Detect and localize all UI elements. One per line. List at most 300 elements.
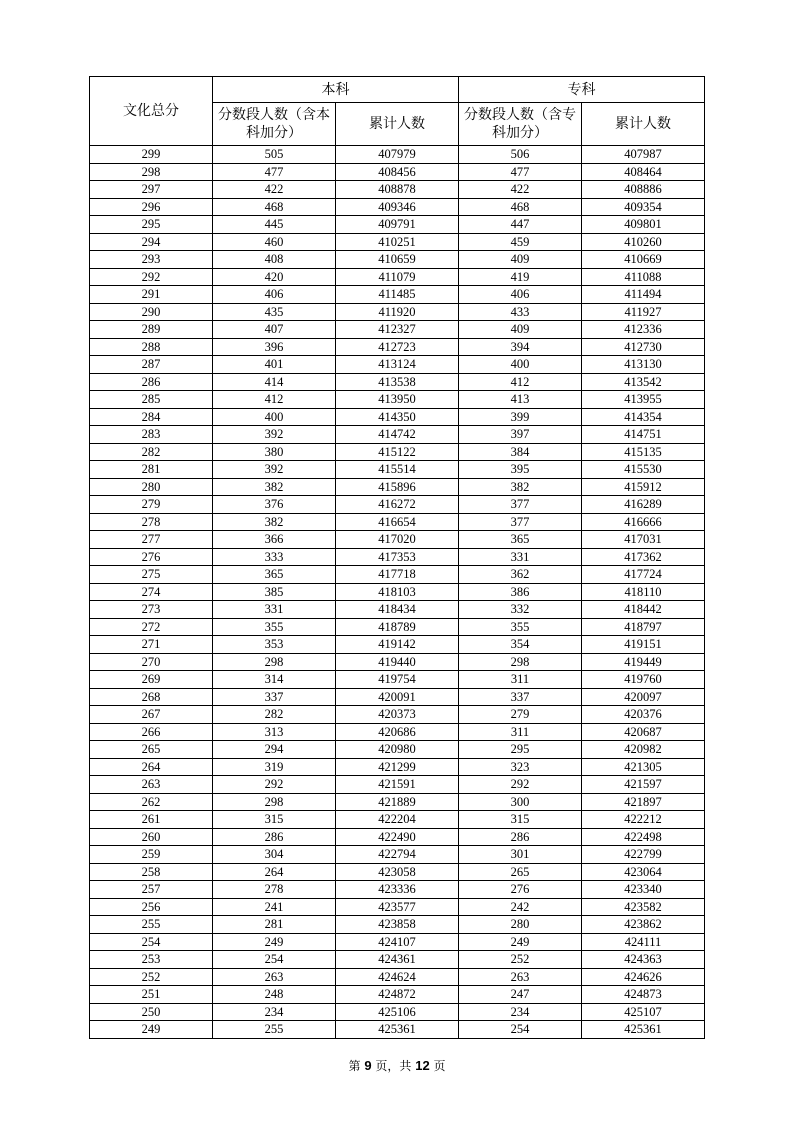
zhuanke-segment-cell: 280 xyxy=(459,916,582,934)
benke-cumulative-cell: 420091 xyxy=(336,688,459,706)
zhuanke-cumulative-cell: 422498 xyxy=(582,828,705,846)
zhuanke-cumulative-cell: 418442 xyxy=(582,601,705,619)
benke-cumulative-cell: 424107 xyxy=(336,933,459,951)
benke-segment-cell: 337 xyxy=(213,688,336,706)
table-row xyxy=(90,496,705,514)
benke-cumulative-cell: 422204 xyxy=(336,811,459,829)
table-row xyxy=(90,688,705,706)
score-cell: 252 xyxy=(90,968,213,986)
zhuanke-segment-cell: 399 xyxy=(459,408,582,426)
zhuanke-segment-cell: 409 xyxy=(459,321,582,339)
score-column-header: 文化总分 xyxy=(90,77,213,146)
table-row xyxy=(90,356,705,374)
table-row xyxy=(90,986,705,1004)
score-cell: 251 xyxy=(90,986,213,1004)
benke-cumulative-cell: 409346 xyxy=(336,198,459,216)
zhuanke-cumulative-cell: 420097 xyxy=(582,688,705,706)
zhuanke-cumulative-cell: 416289 xyxy=(582,496,705,514)
zhuanke-group-header: 专科 xyxy=(459,77,705,103)
zhuanke-cumulative-cell: 414751 xyxy=(582,426,705,444)
score-cell: 264 xyxy=(90,758,213,776)
benke-cumulative-cell: 424872 xyxy=(336,986,459,1004)
benke-cumulative-cell: 410659 xyxy=(336,251,459,269)
benke-cumulative-cell: 415122 xyxy=(336,443,459,461)
table-row xyxy=(90,566,705,584)
zhuanke-cumulative-cell: 418797 xyxy=(582,618,705,636)
zhuanke-segment-cell: 331 xyxy=(459,548,582,566)
zhuanke-segment-cell: 433 xyxy=(459,303,582,321)
zhuanke-cumulative-cell: 424363 xyxy=(582,951,705,969)
zhuanke-segment-cell: 377 xyxy=(459,496,582,514)
benke-cumulative-cell: 418434 xyxy=(336,601,459,619)
zhuanke-segment-cell: 506 xyxy=(459,146,582,164)
zhuanke-cumulative-cell: 423340 xyxy=(582,881,705,899)
score-cell: 249 xyxy=(90,1021,213,1039)
benke-cumulative-cell: 410251 xyxy=(336,233,459,251)
zhuanke-segment-cell: 365 xyxy=(459,531,582,549)
benke-cumulative-cell: 412723 xyxy=(336,338,459,356)
benke-segment-cell: 278 xyxy=(213,881,336,899)
zhuanke-cumulative-cell: 419760 xyxy=(582,671,705,689)
zhuanke-segment-cell: 252 xyxy=(459,951,582,969)
benke-cumulative-cell: 424361 xyxy=(336,951,459,969)
score-cell: 265 xyxy=(90,741,213,759)
score-cell: 260 xyxy=(90,828,213,846)
benke-segment-cell: 294 xyxy=(213,741,336,759)
benke-group-header: 本科 xyxy=(213,77,459,103)
zhuanke-cumulative-cell: 410260 xyxy=(582,233,705,251)
zhuanke-segment-cell: 300 xyxy=(459,793,582,811)
zhuanke-segment-cell: 412 xyxy=(459,373,582,391)
zhuanke-cumulative-cell: 417724 xyxy=(582,566,705,584)
zhuanke-cumulative-cell: 414354 xyxy=(582,408,705,426)
score-cell: 257 xyxy=(90,881,213,899)
score-cell: 292 xyxy=(90,268,213,286)
zhuanke-segment-header: 分数段人数（含专科加分） xyxy=(459,103,582,146)
benke-segment-cell: 414 xyxy=(213,373,336,391)
benke-segment-cell: 315 xyxy=(213,811,336,829)
zhuanke-cumulative-cell: 424873 xyxy=(582,986,705,1004)
zhuanke-segment-cell: 279 xyxy=(459,706,582,724)
zhuanke-segment-cell: 355 xyxy=(459,618,582,636)
score-cell: 273 xyxy=(90,601,213,619)
table-row xyxy=(90,478,705,496)
benke-segment-cell: 255 xyxy=(213,1021,336,1039)
score-cell: 262 xyxy=(90,793,213,811)
benke-cumulative-cell: 423858 xyxy=(336,916,459,934)
benke-cumulative-cell: 409791 xyxy=(336,216,459,234)
zhuanke-cumulative-cell: 415912 xyxy=(582,478,705,496)
zhuanke-segment-cell: 295 xyxy=(459,741,582,759)
zhuanke-cumulative-cell: 424111 xyxy=(582,933,705,951)
table-row xyxy=(90,828,705,846)
benke-segment-cell: 263 xyxy=(213,968,336,986)
zhuanke-segment-cell: 394 xyxy=(459,338,582,356)
score-cell: 255 xyxy=(90,916,213,934)
zhuanke-cumulative-cell: 425361 xyxy=(582,1021,705,1039)
benke-cumulative-cell: 407979 xyxy=(336,146,459,164)
benke-cumulative-cell: 413950 xyxy=(336,391,459,409)
zhuanke-cumulative-cell: 420376 xyxy=(582,706,705,724)
benke-cumulative-cell: 408878 xyxy=(336,181,459,199)
zhuanke-segment-cell: 354 xyxy=(459,636,582,654)
score-cell: 274 xyxy=(90,583,213,601)
score-cell: 281 xyxy=(90,461,213,479)
benke-cumulative-cell: 417020 xyxy=(336,531,459,549)
benke-cumulative-cell: 421591 xyxy=(336,776,459,794)
zhuanke-segment-cell: 477 xyxy=(459,163,582,181)
benke-cumulative-cell: 420373 xyxy=(336,706,459,724)
zhuanke-cumulative-cell: 418110 xyxy=(582,583,705,601)
table-row xyxy=(90,391,705,409)
table-header xyxy=(90,77,705,146)
table-row xyxy=(90,163,705,181)
benke-segment-cell: 313 xyxy=(213,723,336,741)
table-row xyxy=(90,408,705,426)
zhuanke-cumulative-cell: 424626 xyxy=(582,968,705,986)
zhuanke-cumulative-cell: 421597 xyxy=(582,776,705,794)
total-page-number: 12 xyxy=(415,1058,430,1073)
zhuanke-segment-cell: 332 xyxy=(459,601,582,619)
score-table xyxy=(89,76,705,1039)
zhuanke-segment-cell: 311 xyxy=(459,723,582,741)
score-cell: 269 xyxy=(90,671,213,689)
benke-segment-cell: 435 xyxy=(213,303,336,321)
score-cell: 271 xyxy=(90,636,213,654)
benke-cumulative-cell: 413538 xyxy=(336,373,459,391)
table-row xyxy=(90,758,705,776)
current-page-number: 9 xyxy=(364,1058,372,1073)
zhuanke-segment-cell: 382 xyxy=(459,478,582,496)
table-row xyxy=(90,321,705,339)
score-cell: 270 xyxy=(90,653,213,671)
zhuanke-segment-cell: 397 xyxy=(459,426,582,444)
benke-segment-cell: 298 xyxy=(213,793,336,811)
page-footer xyxy=(0,1057,794,1074)
score-cell: 275 xyxy=(90,566,213,584)
zhuanke-cumulative-cell: 416666 xyxy=(582,513,705,531)
zhuanke-segment-cell: 413 xyxy=(459,391,582,409)
score-cell: 293 xyxy=(90,251,213,269)
score-cell: 286 xyxy=(90,373,213,391)
score-cell: 254 xyxy=(90,933,213,951)
zhuanke-cumulative-cell: 409354 xyxy=(582,198,705,216)
zhuanke-cumulative-cell: 411927 xyxy=(582,303,705,321)
zhuanke-segment-cell: 234 xyxy=(459,1003,582,1021)
zhuanke-cumulative-cell: 423582 xyxy=(582,898,705,916)
zhuanke-cumulative-cell: 413542 xyxy=(582,373,705,391)
benke-segment-cell: 355 xyxy=(213,618,336,636)
benke-segment-cell: 292 xyxy=(213,776,336,794)
footer-prefix: 第 xyxy=(348,1059,361,1073)
table-row xyxy=(90,1021,705,1039)
benke-cumulative-cell: 425361 xyxy=(336,1021,459,1039)
benke-segment-cell: 396 xyxy=(213,338,336,356)
table-row xyxy=(90,776,705,794)
zhuanke-segment-cell: 395 xyxy=(459,461,582,479)
zhuanke-segment-cell: 292 xyxy=(459,776,582,794)
table-row xyxy=(90,583,705,601)
table-row xyxy=(90,653,705,671)
benke-cumulative-cell: 419440 xyxy=(336,653,459,671)
zhuanke-segment-cell: 315 xyxy=(459,811,582,829)
table-row xyxy=(90,933,705,951)
score-cell: 253 xyxy=(90,951,213,969)
table-row xyxy=(90,846,705,864)
score-cell: 283 xyxy=(90,426,213,444)
zhuanke-segment-cell: 323 xyxy=(459,758,582,776)
table-row xyxy=(90,863,705,881)
zhuanke-cumulative-cell: 422799 xyxy=(582,846,705,864)
benke-cumulative-cell: 418103 xyxy=(336,583,459,601)
zhuanke-cumulative-cell: 425107 xyxy=(582,1003,705,1021)
zhuanke-segment-cell: 301 xyxy=(459,846,582,864)
footer-suffix: 页 xyxy=(433,1059,446,1073)
benke-segment-cell: 248 xyxy=(213,986,336,1004)
benke-segment-cell: 281 xyxy=(213,916,336,934)
table-row xyxy=(90,251,705,269)
benke-segment-cell: 412 xyxy=(213,391,336,409)
score-cell: 284 xyxy=(90,408,213,426)
benke-cumulative-cell: 414742 xyxy=(336,426,459,444)
zhuanke-segment-cell: 386 xyxy=(459,583,582,601)
table-row xyxy=(90,426,705,444)
table-row xyxy=(90,793,705,811)
benke-segment-cell: 392 xyxy=(213,461,336,479)
benke-cumulative-cell: 411079 xyxy=(336,268,459,286)
benke-cumulative-cell: 416654 xyxy=(336,513,459,531)
benke-segment-cell: 304 xyxy=(213,846,336,864)
benke-cumulative-cell: 411920 xyxy=(336,303,459,321)
zhuanke-cumulative-cell: 421897 xyxy=(582,793,705,811)
table-row xyxy=(90,898,705,916)
benke-segment-cell: 392 xyxy=(213,426,336,444)
benke-segment-cell: 422 xyxy=(213,181,336,199)
benke-cumulative-cell: 412327 xyxy=(336,321,459,339)
benke-segment-cell: 366 xyxy=(213,531,336,549)
zhuanke-segment-cell: 263 xyxy=(459,968,582,986)
table-row xyxy=(90,916,705,934)
table-row xyxy=(90,636,705,654)
zhuanke-cumulative-cell: 417031 xyxy=(582,531,705,549)
benke-segment-cell: 298 xyxy=(213,653,336,671)
benke-segment-cell: 249 xyxy=(213,933,336,951)
score-cell: 298 xyxy=(90,163,213,181)
score-cell: 299 xyxy=(90,146,213,164)
zhuanke-cumulative-cell: 417362 xyxy=(582,548,705,566)
zhuanke-segment-cell: 400 xyxy=(459,356,582,374)
benke-cumulative-cell: 421889 xyxy=(336,793,459,811)
table-row xyxy=(90,198,705,216)
benke-segment-cell: 382 xyxy=(213,478,336,496)
zhuanke-cumulative-cell: 422212 xyxy=(582,811,705,829)
benke-segment-cell: 264 xyxy=(213,863,336,881)
score-cell: 285 xyxy=(90,391,213,409)
benke-segment-cell: 241 xyxy=(213,898,336,916)
table-row xyxy=(90,618,705,636)
zhuanke-segment-cell: 377 xyxy=(459,513,582,531)
zhuanke-cumulative-header: 累计人数 xyxy=(582,103,705,146)
benke-cumulative-cell: 422794 xyxy=(336,846,459,864)
score-cell: 272 xyxy=(90,618,213,636)
zhuanke-cumulative-cell: 412730 xyxy=(582,338,705,356)
table-row xyxy=(90,1003,705,1021)
score-cell: 256 xyxy=(90,898,213,916)
table-row xyxy=(90,461,705,479)
zhuanke-segment-cell: 254 xyxy=(459,1021,582,1039)
table-row xyxy=(90,881,705,899)
benke-segment-cell: 382 xyxy=(213,513,336,531)
table-row xyxy=(90,706,705,724)
zhuanke-segment-cell: 419 xyxy=(459,268,582,286)
score-cell: 287 xyxy=(90,356,213,374)
benke-segment-cell: 319 xyxy=(213,758,336,776)
zhuanke-cumulative-cell: 412336 xyxy=(582,321,705,339)
zhuanke-segment-cell: 242 xyxy=(459,898,582,916)
zhuanke-segment-cell: 447 xyxy=(459,216,582,234)
table-row xyxy=(90,286,705,304)
table-row xyxy=(90,513,705,531)
benke-segment-header: 分数段人数（含本科加分） xyxy=(213,103,336,146)
zhuanke-cumulative-cell: 408464 xyxy=(582,163,705,181)
zhuanke-cumulative-cell: 413955 xyxy=(582,391,705,409)
score-cell: 266 xyxy=(90,723,213,741)
score-cell: 276 xyxy=(90,548,213,566)
benke-segment-cell: 234 xyxy=(213,1003,336,1021)
zhuanke-segment-cell: 276 xyxy=(459,881,582,899)
benke-cumulative-cell: 423336 xyxy=(336,881,459,899)
benke-segment-cell: 286 xyxy=(213,828,336,846)
zhuanke-cumulative-cell: 420687 xyxy=(582,723,705,741)
benke-segment-cell: 380 xyxy=(213,443,336,461)
benke-segment-cell: 460 xyxy=(213,233,336,251)
benke-cumulative-cell: 411485 xyxy=(336,286,459,304)
benke-cumulative-cell: 415514 xyxy=(336,461,459,479)
benke-segment-cell: 365 xyxy=(213,566,336,584)
benke-segment-cell: 420 xyxy=(213,268,336,286)
benke-segment-cell: 282 xyxy=(213,706,336,724)
table-row xyxy=(90,373,705,391)
score-cell: 263 xyxy=(90,776,213,794)
table-row xyxy=(90,531,705,549)
benke-cumulative-cell: 414350 xyxy=(336,408,459,426)
zhuanke-cumulative-cell: 407987 xyxy=(582,146,705,164)
benke-cumulative-cell: 417718 xyxy=(336,566,459,584)
benke-segment-cell: 400 xyxy=(213,408,336,426)
zhuanke-cumulative-cell: 411494 xyxy=(582,286,705,304)
benke-segment-cell: 445 xyxy=(213,216,336,234)
zhuanke-cumulative-cell: 408886 xyxy=(582,181,705,199)
benke-cumulative-cell: 413124 xyxy=(336,356,459,374)
zhuanke-cumulative-cell: 415530 xyxy=(582,461,705,479)
table-body xyxy=(90,146,705,1039)
zhuanke-segment-cell: 265 xyxy=(459,863,582,881)
zhuanke-segment-cell: 362 xyxy=(459,566,582,584)
benke-segment-cell: 376 xyxy=(213,496,336,514)
table-row xyxy=(90,951,705,969)
zhuanke-segment-cell: 409 xyxy=(459,251,582,269)
table-row xyxy=(90,968,705,986)
table-row xyxy=(90,216,705,234)
benke-cumulative-cell: 417353 xyxy=(336,548,459,566)
benke-segment-cell: 505 xyxy=(213,146,336,164)
table-row xyxy=(90,303,705,321)
zhuanke-segment-cell: 311 xyxy=(459,671,582,689)
table-row xyxy=(90,601,705,619)
table-row xyxy=(90,268,705,286)
score-cell: 267 xyxy=(90,706,213,724)
score-cell: 291 xyxy=(90,286,213,304)
zhuanke-cumulative-cell: 423064 xyxy=(582,863,705,881)
score-cell: 258 xyxy=(90,863,213,881)
table-row xyxy=(90,741,705,759)
zhuanke-segment-cell: 286 xyxy=(459,828,582,846)
zhuanke-cumulative-cell: 411088 xyxy=(582,268,705,286)
benke-segment-cell: 407 xyxy=(213,321,336,339)
benke-segment-cell: 406 xyxy=(213,286,336,304)
benke-segment-cell: 385 xyxy=(213,583,336,601)
zhuanke-segment-cell: 249 xyxy=(459,933,582,951)
table-row xyxy=(90,181,705,199)
zhuanke-segment-cell: 406 xyxy=(459,286,582,304)
table-row xyxy=(90,811,705,829)
table-row xyxy=(90,233,705,251)
score-cell: 259 xyxy=(90,846,213,864)
score-cell: 289 xyxy=(90,321,213,339)
zhuanke-cumulative-cell: 409801 xyxy=(582,216,705,234)
footer-mid: 页，共 xyxy=(375,1059,412,1073)
benke-cumulative-cell: 416272 xyxy=(336,496,459,514)
score-cell: 268 xyxy=(90,688,213,706)
table-row xyxy=(90,443,705,461)
benke-cumulative-cell: 419754 xyxy=(336,671,459,689)
benke-cumulative-cell: 423058 xyxy=(336,863,459,881)
score-cell: 277 xyxy=(90,531,213,549)
score-cell: 294 xyxy=(90,233,213,251)
zhuanke-cumulative-cell: 423862 xyxy=(582,916,705,934)
benke-cumulative-cell: 421299 xyxy=(336,758,459,776)
benke-cumulative-cell: 418789 xyxy=(336,618,459,636)
score-cell: 278 xyxy=(90,513,213,531)
zhuanke-cumulative-cell: 410669 xyxy=(582,251,705,269)
score-cell: 280 xyxy=(90,478,213,496)
benke-segment-cell: 333 xyxy=(213,548,336,566)
zhuanke-segment-cell: 384 xyxy=(459,443,582,461)
score-cell: 279 xyxy=(90,496,213,514)
score-cell: 261 xyxy=(90,811,213,829)
benke-cumulative-cell: 415896 xyxy=(336,478,459,496)
zhuanke-cumulative-cell: 421305 xyxy=(582,758,705,776)
benke-segment-cell: 408 xyxy=(213,251,336,269)
score-cell: 290 xyxy=(90,303,213,321)
benke-cumulative-header: 累计人数 xyxy=(336,103,459,146)
benke-segment-cell: 254 xyxy=(213,951,336,969)
benke-segment-cell: 477 xyxy=(213,163,336,181)
table-row xyxy=(90,671,705,689)
benke-cumulative-cell: 424624 xyxy=(336,968,459,986)
score-cell: 295 xyxy=(90,216,213,234)
zhuanke-cumulative-cell: 415135 xyxy=(582,443,705,461)
benke-segment-cell: 314 xyxy=(213,671,336,689)
table-row xyxy=(90,146,705,164)
zhuanke-cumulative-cell: 413130 xyxy=(582,356,705,374)
zhuanke-segment-cell: 459 xyxy=(459,233,582,251)
benke-cumulative-cell: 419142 xyxy=(336,636,459,654)
benke-segment-cell: 468 xyxy=(213,198,336,216)
score-cell: 282 xyxy=(90,443,213,461)
benke-segment-cell: 331 xyxy=(213,601,336,619)
benke-segment-cell: 353 xyxy=(213,636,336,654)
